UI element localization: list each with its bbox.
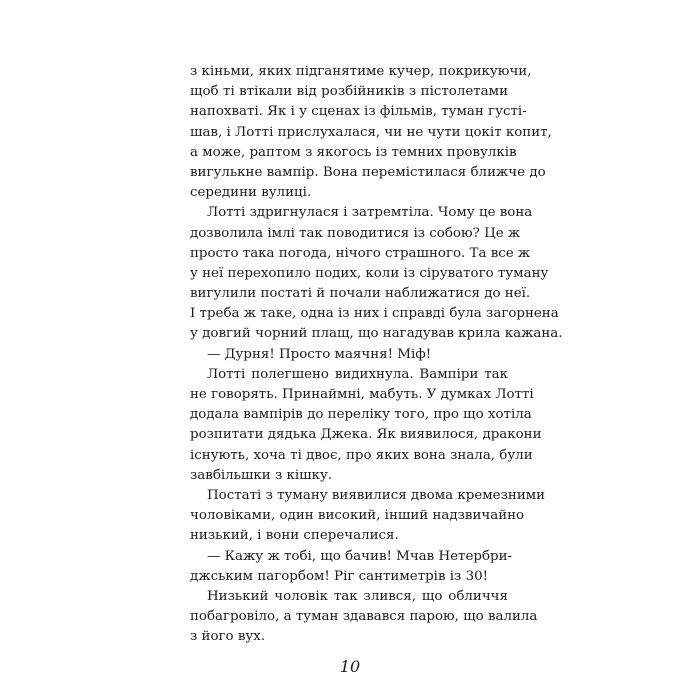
- text-line: низький, і вони сперечалися.: [190, 528, 399, 544]
- text-line: шав, і Лотті прислухалася, чи не чути цокіт копит,: [190, 124, 552, 140]
- text-line: І треба ж таке, одна із них і справді була загорнена: [190, 306, 559, 322]
- text-line: а може, раптом з якогось із темних провулків: [190, 144, 517, 160]
- text-line: не говорять. Принаймні, мабуть. У думках Лотті: [190, 387, 534, 402]
- text-line: джським пагорбом! Ріг сантиметрів із 30!: [190, 568, 489, 584]
- text-line: — Кажу ж тобі, що бачив! Мчав Нетербри-: [207, 548, 513, 564]
- body-text: [190, 62, 563, 647]
- text-line: — Дурня! Просто маячня! Міф!: [207, 346, 432, 362]
- text-line: розпитати дядька Джека. Як виявилося, дракони: [190, 427, 542, 443]
- text-line: просто така погода, нічого страшного. Та все ж: [190, 245, 531, 261]
- text-line: додала вампірів до переліку того, про що хотіла: [190, 407, 532, 423]
- text-line: побагровіло, а туман здавався парою, що валила: [190, 609, 538, 625]
- text-line: середини вулиці.: [190, 185, 312, 201]
- text-line: з кіньми, яких підганятиме кучер, покрикуючи,: [190, 64, 532, 79]
- text-line: дозволила імлі так поводитися із собою? Це ж: [190, 225, 521, 241]
- text-line: у неї перехопило подих, коли із сіруватого туману: [190, 265, 549, 281]
- text-line: вигулили постаті й почали наближатися до неї.: [190, 286, 531, 302]
- text-line: у довгий чорний плащ, що нагадував крила кажана.: [190, 326, 563, 342]
- text-line: існують, хоча ті двоє, про яких вона знала, були: [190, 447, 533, 463]
- text-line: з його вух.: [190, 629, 266, 645]
- text-line: напохваті. Як і у сценах із фільмів, туман густі-: [190, 104, 527, 120]
- page-number: 10: [339, 657, 361, 676]
- text-line: Низький чоловік так злився, що обличчя: [207, 588, 508, 604]
- text-line: Постаті з туману виявилися двома кремезними: [207, 487, 546, 503]
- text-line: вигулькне вампір. Вона перемістилася ближче до: [190, 164, 546, 180]
- text-line: Лотті полегшено видихнула. Вампіри так: [207, 366, 508, 382]
- text-line: Лотті здригнулася і затремтіла. Чому це вона: [207, 205, 533, 221]
- text-line: чоловіками, один високий, інший надзвичайно: [190, 508, 525, 524]
- text-line: щоб ті втікали від розбійників з пістолетами: [190, 84, 508, 100]
- text-line: завбільшки з кішку.: [190, 467, 333, 483]
